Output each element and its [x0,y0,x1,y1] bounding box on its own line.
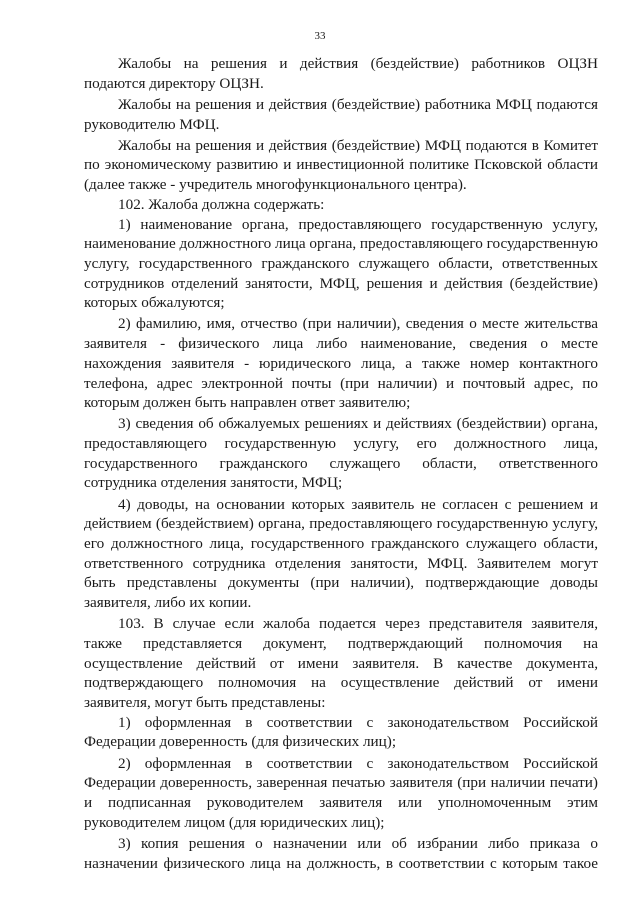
text-line: осуществление действий от имени заявителя. В качестве документа, [84,654,598,672]
text-line: 1) оформленная в соответствии с законодательством Российской [118,713,598,731]
text-line: быть представлены документы (при наличии), подтверждающие доводы [84,574,598,592]
text-line: которых обжалуются; [84,294,225,312]
text-line: услугу, государственного гражданского служащего области, ответственных [84,254,598,272]
text-line: подаются директору ОЦЗН. [84,74,264,92]
text-line: 4) доводы, на основании которых заявитель не согласен с решением и [118,495,598,513]
text-line: заявителя - физического лица либо наименование, сведения о месте [84,335,598,353]
text-line: государственного гражданского служащего области, ответственного [84,454,598,472]
text-line: 1) наименование органа, предоставляющего государственную услугу, [118,215,598,233]
text-line: руководителем лицом (для юридических лиц); [84,813,385,831]
text-line: телефона, адрес электронной почты (при наличии) и почтовый адрес, по [84,374,598,392]
text-line: по экономическому развитию и инвестиционной политике Псковской области [84,156,598,174]
text-line: сотрудника отделения занятости, МФЦ; [84,474,343,492]
text-line: действием (бездействием) органа, предоставляющего государственную услугу, [84,515,598,533]
text-line: 3) копия решения о назначении или об избрании либо приказа о [118,834,598,852]
text-line: ответственного сотрудника отделения занятости, МФЦ. Заявителем могут [84,554,598,572]
text-line: руководителю МФЦ. [84,115,220,133]
text-line: (далее также - учредитель многофункционального центра). [84,176,467,194]
text-line: 3) сведения об обжалуемых решениях и действиях (бездействии) органа, [118,415,598,433]
text-line: заявителя, могут быть представлены: [84,694,326,711]
text-line: и подписанная руководителем заявителя или уполномоченным этим [84,793,598,811]
text-line: 2) оформленная в соответствии с законодательством Российской [118,754,598,772]
text-line: Федерации доверенность, заверенная печатью заявителя (при наличии печати) [84,774,598,792]
text-line: наименование должностного лица органа, предоставляющего государственную [84,235,598,253]
text-line: 103. В случае если жалоба подается через представителя заявителя, [118,615,598,633]
text-line: сотрудников отделений занятости, МФЦ, решения и действия (бездействие) [84,274,598,292]
text-line: также представляется документ, подтверждающий полномочия на [84,634,598,652]
text-line: нахождения заявителя - юридического лица, а также номер контактного [84,354,598,372]
text-line: Федерации доверенность (для физических лиц); [84,733,397,751]
document-body [84,54,598,873]
text-line: назначении физического лица на должность, в соответствии с которым такое [84,854,598,872]
text-line: Жалобы на решения и действия (бездействие) работников ОЦЗН [118,55,598,72]
text-line: подтверждающего полномочия на осуществление действий от имени [84,674,598,692]
text-line: 2) фамилию, имя, отчество (при наличии), сведения о месте жительства [118,315,598,333]
text-line: которым должен быть направлен ответ заявителю; [84,394,411,412]
text-line: Жалобы на решения и действия (бездействие) работника МФЦ подаются [118,95,598,113]
text-line: его должностного лица, государственного гражданского служащего области, [84,535,598,552]
page-number: 33 [314,30,326,42]
text-line: 102. Жалоба должна содержать: [118,195,325,213]
text-line: заявителя, либо их копии. [84,594,252,612]
text-line: предоставляющего государственную услугу, его должностного лица, [84,435,598,453]
text-line: Жалобы на решения и действия (бездействие) МФЦ подаются в Комитет [118,136,598,154]
